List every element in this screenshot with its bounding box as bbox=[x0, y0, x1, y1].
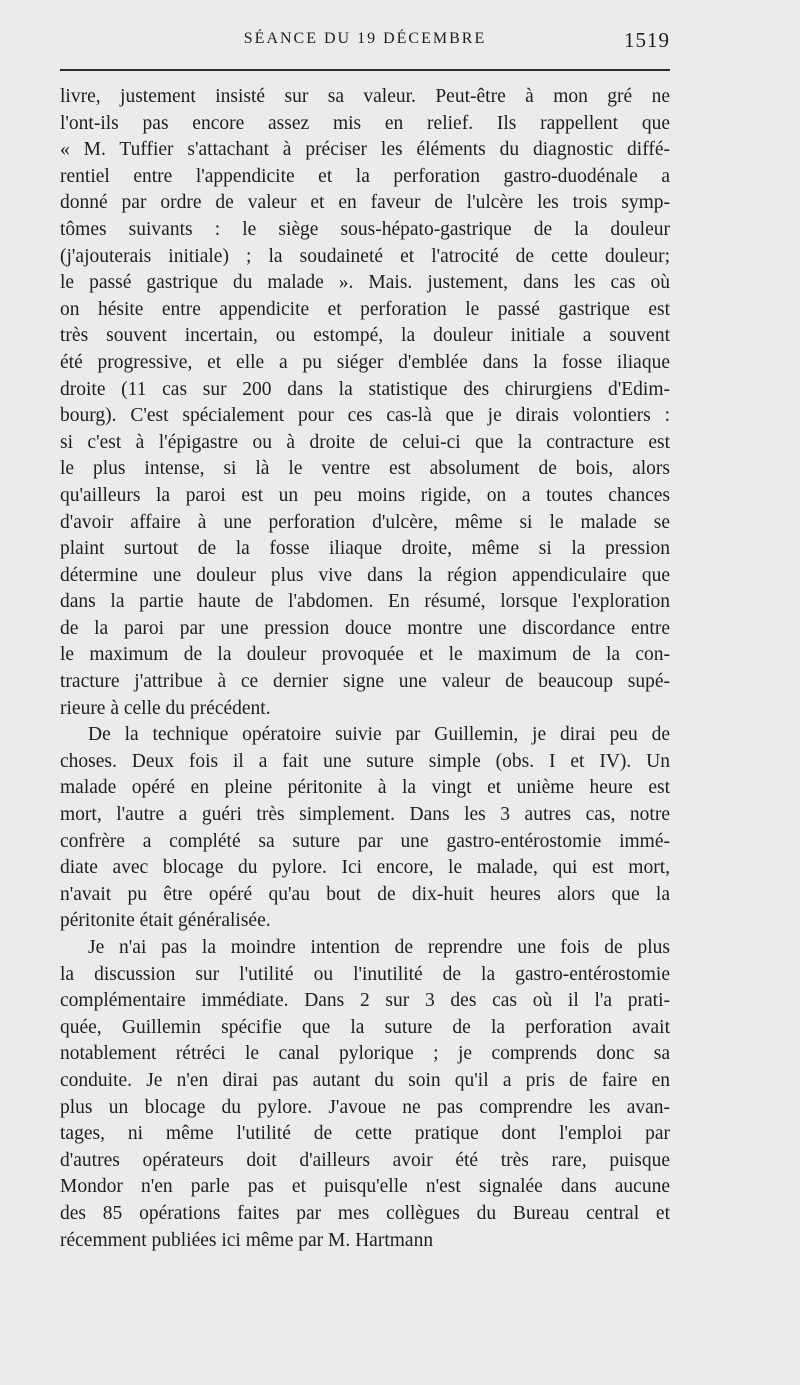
text-line: rentiel entre l'appendicite et la perforation gastro-duodénale a bbox=[60, 165, 670, 187]
text-line: dans la partie haute de l'abdomen. En résumé, lorsque l'exploration bbox=[60, 591, 670, 613]
text-line: on hésite entre appendicite et perforation le passé gastrique est bbox=[60, 298, 670, 320]
text-line: malade opéré en pleine péritonite à la vingt et unième heure est bbox=[60, 777, 670, 799]
text-line: très souvent incertain, ou estompé, la douleur initiale a souvent bbox=[60, 325, 670, 347]
text-line: Mondor n'en parle pas et puisqu'elle n'est signalée dans aucune bbox=[60, 1176, 670, 1198]
paragraph-end-line: péritonite était généralisée. bbox=[60, 910, 271, 932]
text-line: livre, justement insisté sur sa valeur. Peut-être à mon gré ne bbox=[60, 86, 670, 107]
text-line: plaint surtout de la fosse iliaque droite, même si la pression bbox=[60, 538, 670, 560]
running-head-title: SÉANCE DU 19 DÉCEMBRE bbox=[243, 30, 487, 47]
text-line: (j'ajouterais initiale) ; la soudaineté et l'atrocité de cette douleur; bbox=[60, 245, 670, 267]
text-line: plus un blocage du pylore. J'avoue ne pas comprendre les avan- bbox=[60, 1096, 670, 1118]
text-line: n'avait pu être opéré qu'au bout de dix-huit heures alors que la bbox=[60, 883, 670, 905]
text-line: confrère a complété sa suture par une gastro-entérostomie immé- bbox=[60, 830, 670, 852]
text-line: tômes suivants : le siège sous-hépato-gastrique de la douleur bbox=[60, 218, 670, 240]
text-line: tracture j'attribue à ce dernier signe une valeur de beaucoup supé- bbox=[60, 671, 670, 693]
text-line: détermine une douleur plus vive dans la région appendiculaire que bbox=[60, 564, 670, 586]
text-line: bourg). C'est spécialement pour ces cas-là que je dirais volontiers : bbox=[60, 405, 670, 427]
text-line: « M. Tuffier s'attachant à préciser les éléments du diagnostic diffé- bbox=[60, 139, 670, 161]
header-divider bbox=[60, 69, 670, 71]
text-line: le plus intense, si là le ventre est absolument de bois, alors bbox=[60, 458, 670, 480]
paragraph-end-line: récemment publiées ici même par M. Hartmann bbox=[60, 1229, 434, 1251]
text-line: droite (11 cas sur 200 dans la statistique des chirurgiens d'Edim- bbox=[60, 378, 670, 400]
text-line: la discussion sur l'utilité ou l'inutilité de la gastro-entérostomie bbox=[60, 963, 670, 985]
text-line: diate avec blocage du pylore. Ici encore, le malade, qui est mort, bbox=[60, 857, 670, 879]
text-line: mort, l'autre a guéri très simplement. Dans les 3 autres cas, notre bbox=[60, 804, 670, 826]
text-line: conduite. Je n'en dirai pas autant du soin qu'il a pris de faire en bbox=[60, 1069, 670, 1091]
text-line: tages, ni même l'utilité de cette pratique dont l'emploi par bbox=[60, 1123, 670, 1145]
text-line: qu'ailleurs la paroi est un peu moins rigide, on a toutes chances bbox=[60, 484, 670, 506]
text-line: si c'est à l'épigastre ou à droite de celui-ci que la contracture est bbox=[60, 431, 670, 453]
text-line: notablement rétréci le canal pylorique ; je comprends donc sa bbox=[60, 1043, 670, 1065]
paragraph-start-line: Je n'ai pas la moindre intention de reprendre une fois de plus bbox=[88, 937, 670, 958]
text-line: d'avoir affaire à une perforation d'ulcère, même si le malade se bbox=[60, 511, 670, 533]
text-line: quée, Guillemin spécifie que la suture de la perforation avait bbox=[60, 1016, 670, 1038]
running-header bbox=[60, 26, 670, 56]
paragraph-end-line: rieure à celle du précédent. bbox=[60, 697, 271, 719]
text-line: donné par ordre de valeur et en faveur de l'ulcère les trois symp- bbox=[60, 192, 670, 214]
text-line: l'ont-ils pas encore assez mis en relief. Ils rappellent que bbox=[60, 112, 670, 134]
text-line: le passé gastrique du malade ». Mais. justement, dans les cas où bbox=[60, 272, 670, 294]
page-number: 1519 bbox=[624, 28, 670, 52]
text-line: complémentaire immédiate. Dans 2 sur 3 des cas où il l'a prati- bbox=[60, 990, 670, 1012]
body-text bbox=[60, 84, 670, 1254]
text-line: été progressive, et elle a pu siéger d'emblée dans la fosse iliaque bbox=[60, 351, 670, 373]
text-line: choses. Deux fois il a fait une suture simple (obs. I et IV). Un bbox=[60, 750, 670, 772]
text-line: de la paroi par une pression douce montre une discordance entre bbox=[60, 617, 670, 639]
text-line: d'autres opérateurs doit d'ailleurs avoir été très rare, puisque bbox=[60, 1149, 670, 1171]
text-line: des 85 opérations faites par mes collègues du Bureau central et bbox=[60, 1202, 670, 1224]
text-line: le maximum de la douleur provoquée et le maximum de la con- bbox=[60, 644, 670, 666]
paragraph-start-line: De la technique opératoire suivie par Guillemin, je dirai peu de bbox=[88, 724, 670, 746]
